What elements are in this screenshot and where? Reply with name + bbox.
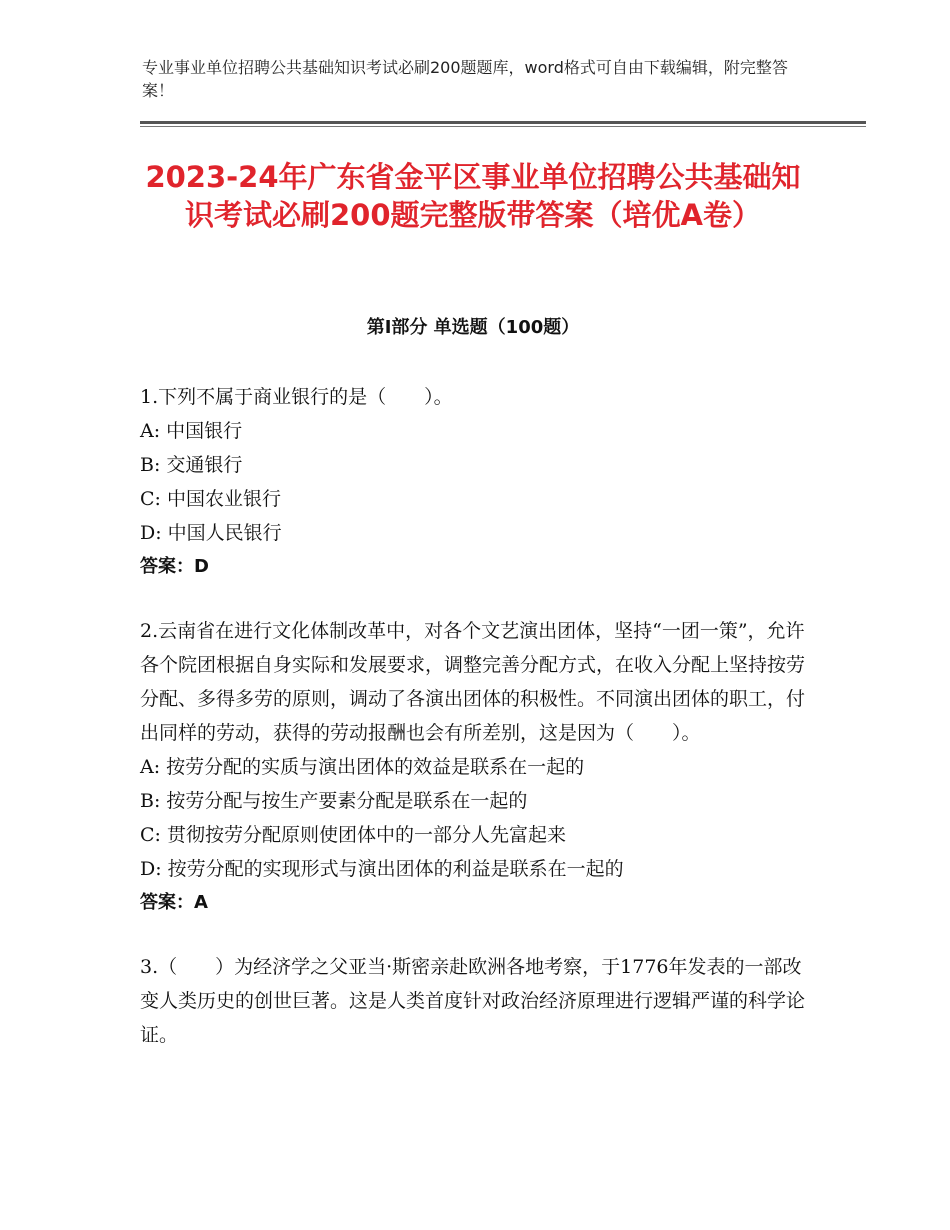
section-title: 第Ⅰ部分 单选题（100题） [366,317,580,338]
header-divider [140,121,866,124]
answer-line: 答案：D [140,556,209,577]
option-a: A: 按劳分配的实质与演出团体的效益是联系在一起的 [140,756,585,778]
question-stem: 2.云南省在进行文化体制改革中，对各个文艺演出团体，坚持“一团一策”，允许各个院团根据自身实际和发展要求，调整完善分配方式，在收入分配上坚持按劳分配、多得多劳的原则，调动了各演出团体的积极性。不同演出团体的职工，付出同样的劳动，获得的劳动报酬也会有所差别，这是因为（ ）。 [140,620,806,744]
option-a: A: 中国银行 [140,420,243,442]
header-note: 专业事业单位招聘公共基础知识考试必刷200题题库，word格式可自由下载编辑，附完整答案！ [142,58,788,100]
question-stem: 3.（ ）为经济学之父亚当·斯密亲赴欧洲各地考察，于1776年发表的一部改变人类历史的创世巨著。这是人类首度针对政治经济原理进行逻辑严谨的科学论证。 [140,956,806,1046]
option-b: B: 交通银行 [140,454,243,476]
question-3 [140,950,806,1052]
option-b: B: 按劳分配与按生产要素分配是联系在一起的 [140,790,528,812]
option-c: C: 贯彻按劳分配原则使团体中的一部分人先富起来 [140,824,566,846]
header-divider-thin [140,126,866,127]
option-d: D: 按劳分配的实现形式与演出团体的利益是联系在一起的 [140,858,624,880]
answer-line: 答案：A [140,892,208,913]
document-title: 2023-24年广东省金平区事业单位招聘公共基础知识考试必刷200题完整版带答案（培优A卷） [145,160,801,232]
question-stem: 1.下列不属于商业银行的是（ ）。 [140,386,453,408]
question-1 [140,380,806,584]
question-2 [140,614,806,920]
option-c: C: 中国农业银行 [140,488,281,510]
option-d: D: 中国人民银行 [140,522,282,544]
question-list [140,380,806,1082]
